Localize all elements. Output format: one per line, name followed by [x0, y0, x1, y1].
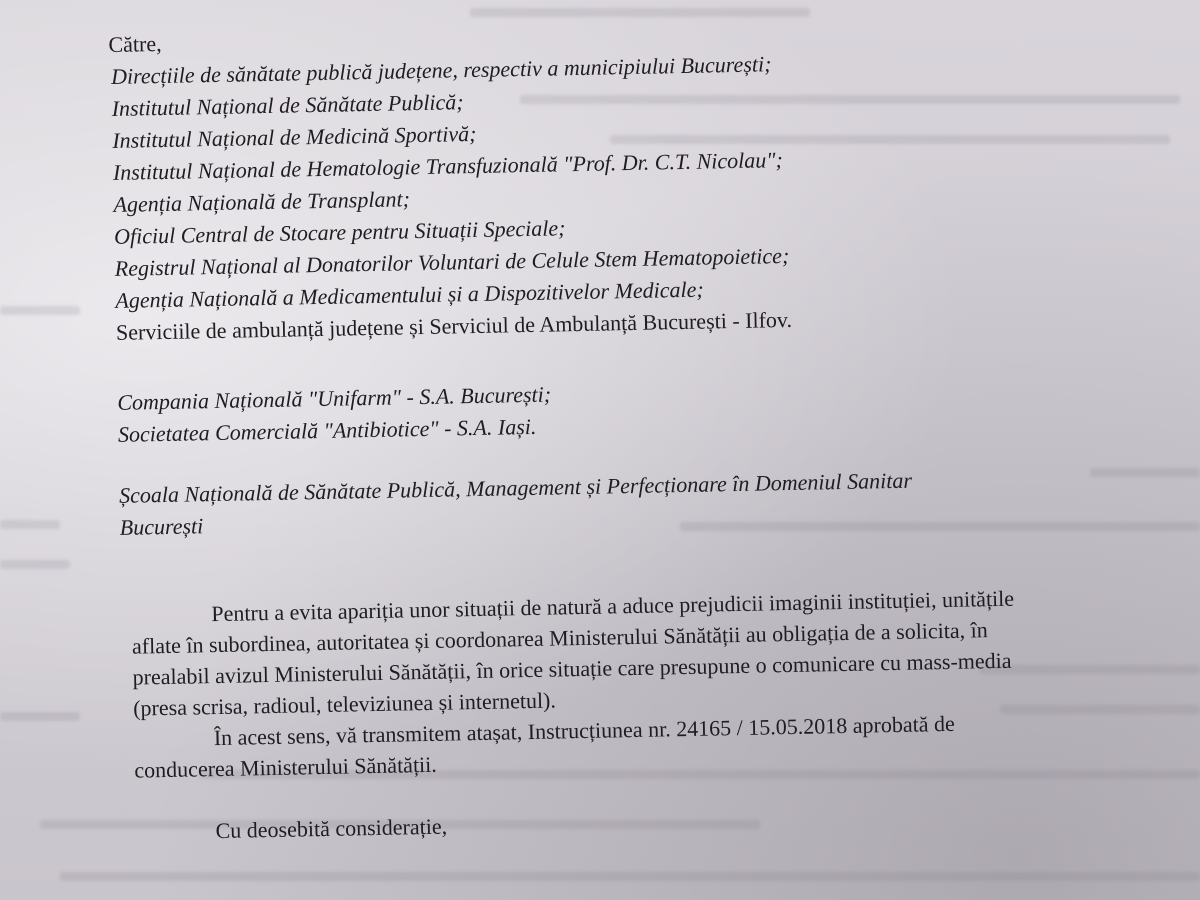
recipient-line: București [119, 513, 204, 540]
recipient-line: Registrul Național al Donatorilor Voluntari de Celule Stem Hematopoietice; [114, 242, 790, 281]
recipient-line: Institutul Național de Medicină Sportivă; [112, 120, 477, 153]
recipient-line: Direcțiile de sănătate publică județene, respectiv a municipiului București; [110, 51, 772, 89]
recipient-line: Agenția Națională de Transplant; [113, 186, 411, 217]
body-paragraph-line: Pentru a evita apariția unor situații de natură a aduce prejudicii imaginii instituției, unitățile [211, 585, 1015, 627]
recipient-line: Oficiul Central de Stocare pentru Situații Speciale; [113, 215, 566, 249]
recipient-line: Compania Națională "Unifarm" - S.A. București; [117, 381, 552, 415]
body-paragraph-line: (presa scrisa, radioul, televiziunea și internetul). [132, 687, 557, 721]
closing: Cu deosebită considerație, [215, 813, 448, 844]
recipient-line: Școala Națională de Sănătate Publică, Management și Perfecționare în Domeniul Sanitar [118, 467, 913, 508]
salutation: Către, [108, 30, 162, 57]
body-paragraph-line: prealabil avizul Ministerului Sănătății, în orice situație care presupune o comunicare cu mass-media [132, 647, 1012, 690]
body-paragraph-line: În acest sens, vă transmitem atașat, Instrucțiunea nr. 24165 / 15.05.2018 aprobată de [213, 710, 955, 751]
recipient-line: Institutul Național de Sănătate Publică; [111, 89, 464, 121]
recipient-line: Serviciile de ambulanță județene și Serviciul de Ambulanță București - Ilfov. [115, 306, 793, 345]
recipient-line: Agenția Națională a Medicamentului și a Dispozitivelor Medicale; [115, 276, 704, 313]
body-paragraph-line: conducerea Ministerului Sănătății. [134, 751, 437, 783]
recipient-line: Societatea Comercială "Antibiotice" - S.A. Iași. [117, 413, 537, 447]
body-paragraph-line: aflate în subordinea, autoritatea și coordonarea Ministerului Sănătății au obligația de a solicita, în [131, 617, 988, 659]
letter-body [108, 0, 1200, 844]
recipient-line: Institutul Național de Hematologie Transfuzională "Prof. Dr. C.T. Nicolau"; [112, 147, 784, 185]
